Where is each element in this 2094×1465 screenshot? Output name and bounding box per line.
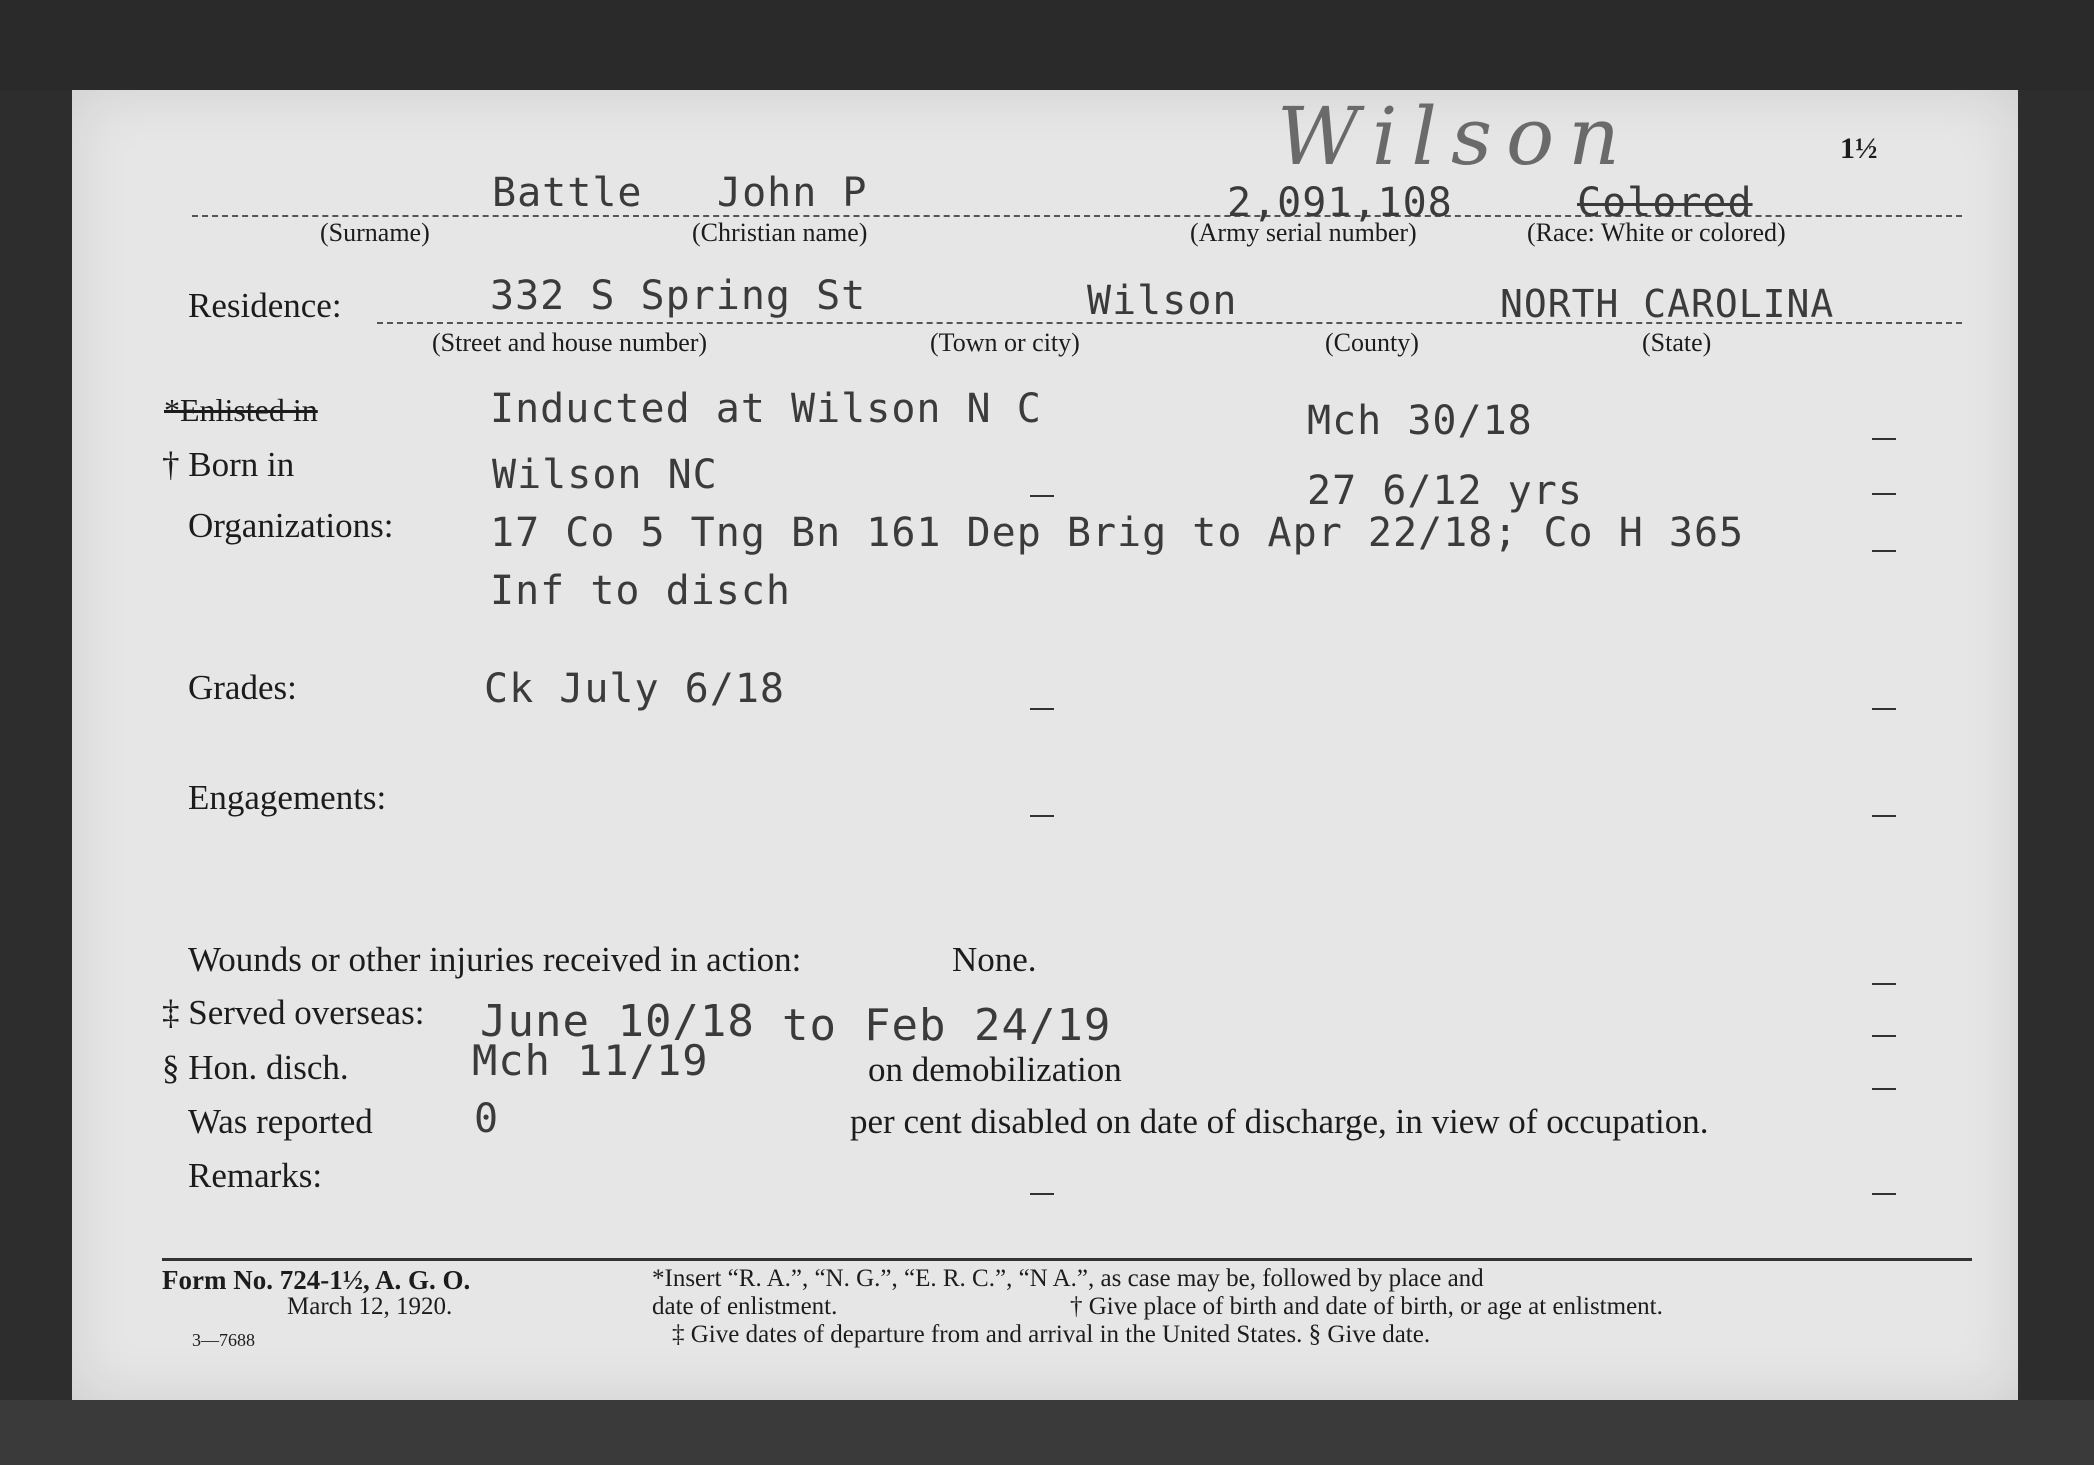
surname-caption: (Surname) <box>320 218 430 247</box>
hon-disch-label: § Hon. disch. <box>162 1048 349 1087</box>
dash-mark <box>1872 1193 1896 1195</box>
dash-mark <box>1872 708 1896 710</box>
dash-mark <box>1872 493 1896 495</box>
born-place-value: Wilson NC <box>492 452 718 498</box>
born-label: † Born in <box>162 445 295 484</box>
christian-name-caption: (Christian name) <box>692 218 868 247</box>
dash-mark <box>1030 495 1054 497</box>
remarks-label: Remarks: <box>188 1156 323 1195</box>
born-age-value: 27 6/12 yrs <box>1307 468 1583 514</box>
percent-disabled-text: per cent disabled on date of discharge, in view of occupation. <box>850 1102 1709 1141</box>
dash-mark <box>1872 438 1896 440</box>
residence-label: Residence: <box>188 286 342 325</box>
print-code: 3—7688 <box>192 1330 255 1350</box>
town-value: Wilson <box>1087 278 1238 324</box>
hon-disch-date-value: Mch 11/19 <box>472 1036 709 1085</box>
engagements-label: Engagements: <box>188 778 387 817</box>
town-caption: (Town or city) <box>930 328 1080 357</box>
overseas-label: ‡ Served overseas: <box>162 993 425 1032</box>
organizations-line1: 17 Co 5 Tng Bn 161 Dep Brig to Apr 22/18; Co H 365 <box>490 510 1745 556</box>
dash-mark <box>1030 708 1054 710</box>
footer-rule <box>162 1258 1972 1261</box>
dash-mark <box>1030 815 1054 817</box>
handwritten-county: Wilson <box>1277 90 1634 183</box>
overseas-to-value: Feb 24/19 <box>864 1000 1112 1051</box>
overseas-from-value: June 10/18 <box>480 996 755 1047</box>
dash-mark <box>1872 550 1896 552</box>
enlisted-label: *Enlisted in <box>164 392 318 428</box>
state-caption: (State) <box>1642 328 1712 357</box>
christian-name-value: John P <box>717 170 868 216</box>
dash-mark <box>1030 1193 1054 1195</box>
wounds-value: None. <box>952 940 1037 979</box>
footnote-birth: † Give place of birth and date of birth, or age at enlistment. <box>1070 1293 1663 1320</box>
grades-label: Grades: <box>188 668 297 707</box>
dash-mark <box>1872 1088 1896 1090</box>
footnote-overseas: ‡ Give dates of departure from and arrival in the United States. § Give date. <box>672 1321 1431 1348</box>
street-value: 332 S Spring St <box>490 273 867 319</box>
wounds-label: Wounds or other injuries received in action: <box>188 940 802 979</box>
dash-mark <box>1872 815 1896 817</box>
scanner-background-top <box>0 0 2094 90</box>
county-caption: (County) <box>1325 328 1419 357</box>
scanner-background-bottom <box>0 1400 2094 1465</box>
race-caption: (Race: White or colored) <box>1527 218 1786 247</box>
organizations-label: Organizations: <box>188 506 394 545</box>
serial-number-value: 2,091,108 <box>1227 180 1453 226</box>
race-value: Colored <box>1577 180 1753 226</box>
form-fraction: 1½ <box>1840 132 1878 165</box>
inducted-value: Inducted at Wilson N C <box>490 386 1042 432</box>
street-caption: (Street and house number) <box>432 328 708 357</box>
form-date: March 12, 1920. <box>287 1293 453 1320</box>
service-record-card <box>72 90 2018 1400</box>
state-value: NORTH CAROLINA <box>1500 282 1835 326</box>
footnote-insert: *Insert “R. A.”, “N. G.”, “E. R. C.”, “N A.”, as case may be, followed by place and <box>652 1265 1484 1292</box>
organizations-line2: Inf to disch <box>490 568 791 614</box>
grades-value: Ck July 6/18 <box>484 666 785 712</box>
reported-label: Was reported <box>188 1102 373 1141</box>
hon-disch-note: on demobilization <box>868 1050 1122 1089</box>
inducted-date-value: Mch 30/18 <box>1307 398 1533 444</box>
reported-percent-value: 0 <box>474 1096 500 1142</box>
dash-mark <box>1872 983 1896 985</box>
serial-caption: (Army serial number) <box>1190 218 1417 247</box>
form-number: Form No. 724-1½, A. G. O. <box>162 1265 471 1295</box>
surname-value: Battle <box>492 170 643 216</box>
dash-mark <box>1872 1035 1896 1037</box>
footnote-enlistment: date of enlistment. <box>652 1293 838 1320</box>
overseas-to-label: to <box>782 1000 837 1051</box>
